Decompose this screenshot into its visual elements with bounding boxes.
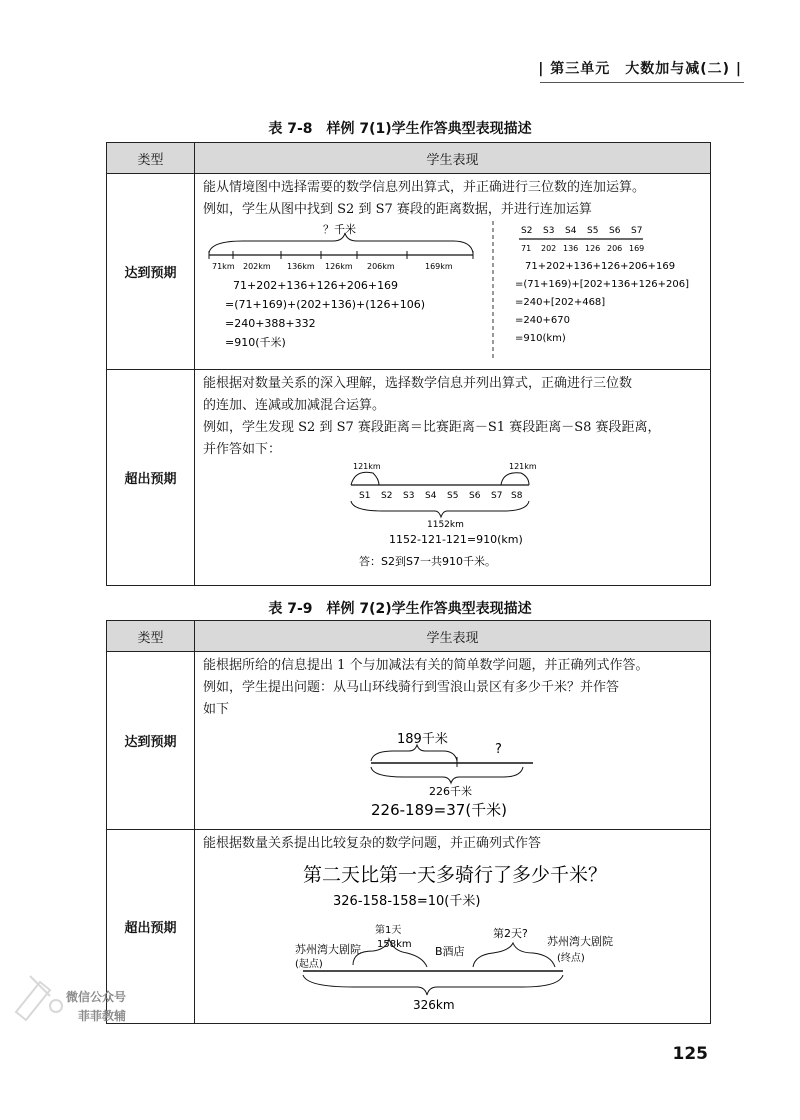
top-brace [371, 745, 457, 761]
bottom-brace [371, 767, 523, 783]
middle-label: B酒店 [435, 945, 465, 958]
watermark-text: 菲菲教辅 [78, 1009, 127, 1023]
calc-line: =240+670 [515, 315, 570, 326]
top-brace [209, 233, 473, 253]
segment-label: 206 [607, 244, 623, 253]
description-line: 的连加、连减或加减混合运算。 [203, 398, 386, 413]
start-label: 苏州湾大剧院 [295, 943, 361, 956]
performance-cell-exceeds [195, 830, 711, 1024]
handwritten-solution-figure [203, 855, 703, 1015]
station-label: S6 [609, 226, 621, 236]
description-line: 如下 [203, 702, 230, 717]
column-header-performance: 学生表现 [195, 621, 711, 652]
station-label: S5 [447, 491, 459, 501]
description-line: 能从情境图中选择需要的数学信息列出算式，并正确进行三位数的连加运算。 [203, 180, 646, 195]
segment-label: 136km [287, 262, 315, 271]
right-arc [501, 473, 529, 485]
row-type-exceeds: 超出预期 [107, 830, 195, 1024]
station-label: S3 [543, 226, 555, 236]
bottom-label: 226千米 [429, 785, 472, 798]
segment-label: 126 [585, 244, 601, 253]
column-header-type: 类型 [107, 621, 195, 652]
calc-line: 71+202+136+126+206+169 [525, 261, 676, 272]
station-label: S2 [381, 491, 393, 501]
segment-label: 169km [425, 262, 453, 271]
page-number: 125 [672, 1044, 708, 1064]
calc-line: 226-189=37(千米) [371, 801, 508, 819]
station-label: S1 [359, 491, 371, 501]
description-line: 能根据数量关系提出比较复杂的数学问题，并正确列式作答 [203, 836, 542, 851]
table-7-8 [106, 142, 711, 586]
station-label: S4 [565, 226, 577, 236]
segment-label: 202 [541, 244, 557, 253]
description-line: 能根据所给的信息提出 1 个与加减法有关的简单数学问题，并正确列式作答。 [203, 658, 649, 673]
description-line: 并作答如下： [203, 442, 282, 457]
station-label: S6 [469, 491, 481, 501]
right-km-label: 121km [509, 462, 537, 471]
column-header-type: 类型 [107, 143, 195, 174]
station-label: S2 [521, 226, 533, 236]
performance-cell-meets [195, 174, 711, 370]
segment-label: 169 [629, 244, 645, 253]
table-caption-7-8: 表 7-8 样例 7(1)学生作答典型表现描述 [268, 121, 532, 137]
handwritten-solution-figure [203, 721, 703, 821]
total-brace [303, 975, 563, 995]
calc-line: =910(千米) [225, 336, 286, 349]
performance-cell-exceeds [195, 370, 711, 586]
description-line: 例如，学生从图中找到 S2 到 S7 赛段的距离数据，并进行连加运算 [203, 202, 592, 217]
calc-line: =(71+169)+[202+136+126+206] [515, 279, 690, 290]
segment-label: 126km [325, 262, 353, 271]
running-header: | 第三单元 大数加与减(二) | [538, 61, 742, 77]
top-label: ？千米 [323, 223, 356, 236]
table-7-9 [106, 620, 711, 1024]
column-header-performance: 学生表现 [195, 143, 711, 174]
question-line: 第二天比第一天多骑行了多少千米？ [303, 864, 608, 886]
description-line: 能根据对数量关系的深入理解，选择数学信息并列出算式，正确进行三位数 [203, 376, 633, 391]
station-label: S3 [403, 491, 415, 501]
end-label: 苏州湾大剧院 [547, 935, 613, 948]
calc-line: =910(km) [515, 333, 566, 344]
description-line: 例如，学生提出问题：从马山环线骑行到雪浪山景区有多少千米？并作答 [203, 680, 620, 695]
segment-label: 71km [212, 262, 235, 271]
station-label: S8 [511, 491, 523, 501]
day2-brace [473, 943, 555, 967]
day2-label: 第2天? [493, 927, 528, 940]
start-note: (起点) [295, 959, 323, 970]
day1-label: 第1天 [375, 925, 402, 936]
watermark-text: 微信公众号 [66, 990, 127, 1004]
header-rule [540, 82, 744, 83]
top-label: 189千米 [397, 732, 448, 747]
description-line: 例如，学生发现 S2 到 S7 赛段距离＝比赛距离－S1 赛段距离－S8 赛段距离， [203, 420, 661, 435]
day1-km: 158km [377, 939, 412, 950]
left-arc [351, 472, 379, 485]
station-label: S4 [425, 491, 437, 501]
total-label: 326km [413, 998, 455, 1012]
table-caption-7-9: 表 7-9 样例 7(2)学生作答典型表现描述 [268, 601, 532, 617]
calc-line: 326-158-158=10(千米) [333, 894, 481, 909]
calc-line: 1152-121-121=910(km) [389, 533, 523, 546]
performance-cell-meets [195, 652, 711, 830]
question-mark: ? [495, 742, 502, 757]
segment-label: 71 [521, 244, 532, 253]
station-label: S7 [631, 226, 643, 236]
handwritten-solution-figure [203, 221, 703, 361]
station-label: S7 [491, 491, 503, 501]
calc-line: =(71+169)+(202+136)+(126+106) [225, 298, 426, 311]
segment-label: 136 [563, 244, 579, 253]
row-type-meets: 达到预期 [107, 652, 195, 830]
total-label: 1152km [427, 520, 464, 530]
segment-label: 202km [243, 262, 271, 271]
answer-line: 答：S2到S7一共910千米。 [359, 555, 496, 568]
calc-line: 71+202+136+126+206+169 [233, 279, 399, 292]
left-km-label: 121km [353, 462, 381, 471]
calc-line: =240+[202+468] [515, 297, 606, 308]
station-label: S5 [587, 226, 599, 236]
calc-line: =240+388+332 [225, 317, 316, 330]
end-note: (终点) [557, 953, 585, 964]
handwritten-solution-figure [203, 461, 703, 571]
total-brace [351, 501, 529, 517]
row-type-exceeds: 超出预期 [107, 370, 195, 586]
segment-label: 206km [367, 262, 395, 271]
row-type-meets: 达到预期 [107, 174, 195, 370]
